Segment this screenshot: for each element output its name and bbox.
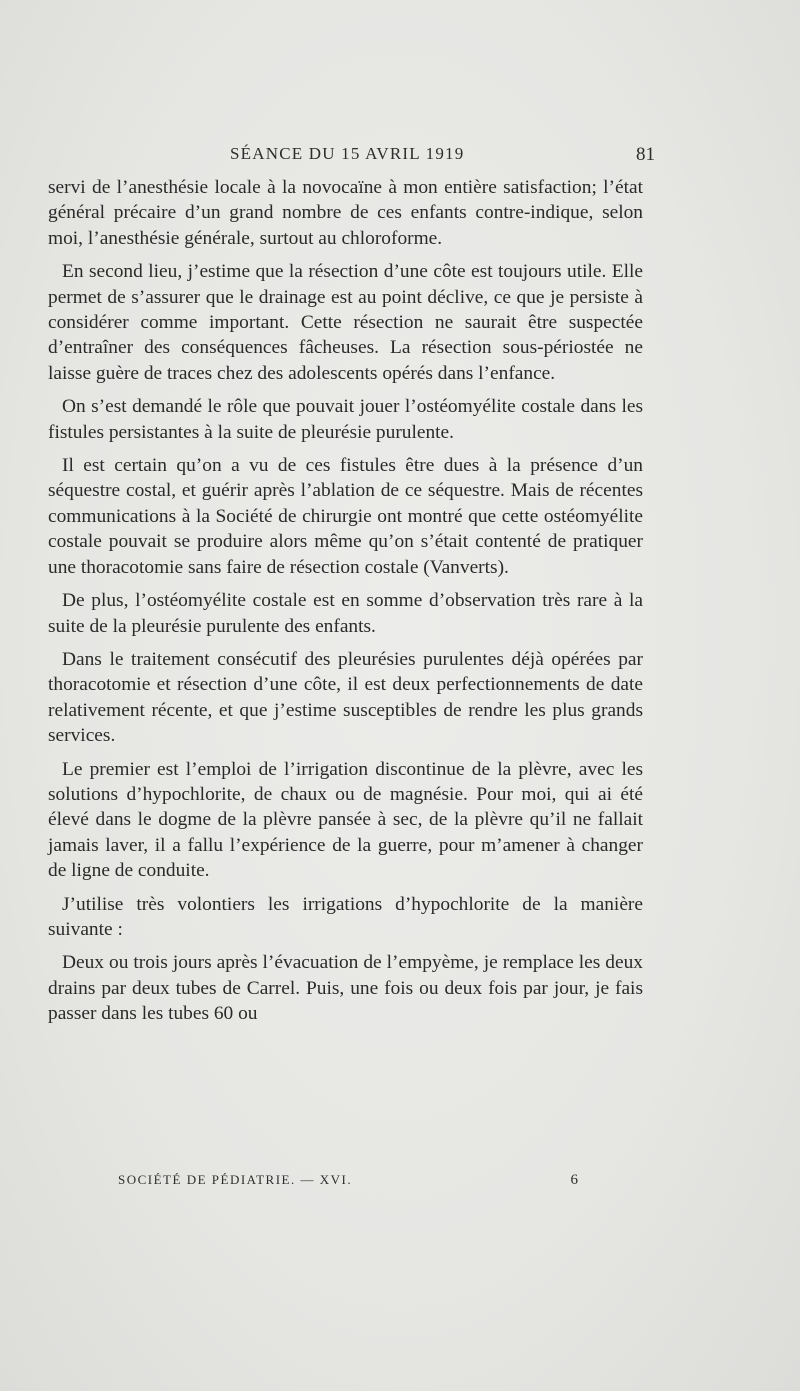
page-footer — [118, 1170, 578, 1194]
paragraph-2: En second lieu, j’estime que la résection d’une côte est toujours utile. Elle permet de s’assurer que le drainage est au point déclive, ce que je persiste à considérer comme important. Cette résection ne saurait être suspectée d’entraîner des conséquences fâcheuses. La résection sous-périostée ne laisse guère de traces chez des adolescents opérés dans l’enfance. — [48, 261, 643, 384]
page-number: 81 — [636, 144, 655, 165]
paragraph-8: J’utilise très volontiers les irrigations d’hypochlorite de la manière suivante : — [48, 893, 643, 940]
running-head: SÉANCE DU 15 AVRIL 1919 — [230, 144, 465, 163]
paragraph-6: Dans le traitement consécutif des pleurésies purulentes déjà opérées par thoracotomie et résection d’une côte, il est deux perfectionnements de date relativement récente, et que j’estime susceptibles de rendre les plus grands services. — [48, 648, 643, 747]
footer-text: SOCIÉTÉ DE PÉDIATRIE. — XVI. — [118, 1172, 353, 1187]
paragraph-9: Deux ou trois jours après l’évacuation de l’empyème, je remplace les deux drains par deux tubes de Carrel. Puis, une fois ou deux fois par jour, je fais passer dans les tubes 60 ou — [48, 952, 643, 1025]
paragraph-7: Le premier est l’emploi de l’irrigation discontinue de la plèvre, avec les solutions d’hypochlorite, de chaux ou de magnésie. Pour moi, qui ai été élevé dans le dogme de la plèvre pansée à sec, de la plèvre qu’il ne fallait jamais laver, il a fallu l’expérience de la guerre, pour m’amener à changer de ligne de conduite. — [48, 758, 643, 882]
page-header — [230, 140, 655, 170]
body-text — [48, 175, 643, 1035]
signature-mark: 6 — [570, 1172, 578, 1188]
paragraph-4: Il est certain qu’on a vu de ces fistules être dues à la présence d’un séquestre costal, et guérir après l’ablation de ce séquestre. Mais de récentes communications à la Société de chirurgie ont montré que cette ostéomyélite costale pouvait se produire alors même qu’on s’était contenté de pratiquer une thoracotomie sans faire de résection costale (Vanverts). — [48, 455, 643, 578]
paragraph-3: On s’est demandé le rôle que pouvait jouer l’ostéomyélite costale dans les fistules persistantes à la suite de pleurésie purulente. — [48, 396, 643, 443]
paragraph-1: servi de l’anesthésie locale à la novocaïne à mon entière satisfaction; l’état général précaire d’un grand nombre de ces enfants contre-indique, selon moi, l’anesthésie générale, surtout au chloroforme. — [48, 177, 643, 249]
paragraph-5: De plus, l’ostéomyélite costale est en somme d’observation très rare à la suite de la pleurésie purulente des enfants. — [48, 590, 643, 637]
